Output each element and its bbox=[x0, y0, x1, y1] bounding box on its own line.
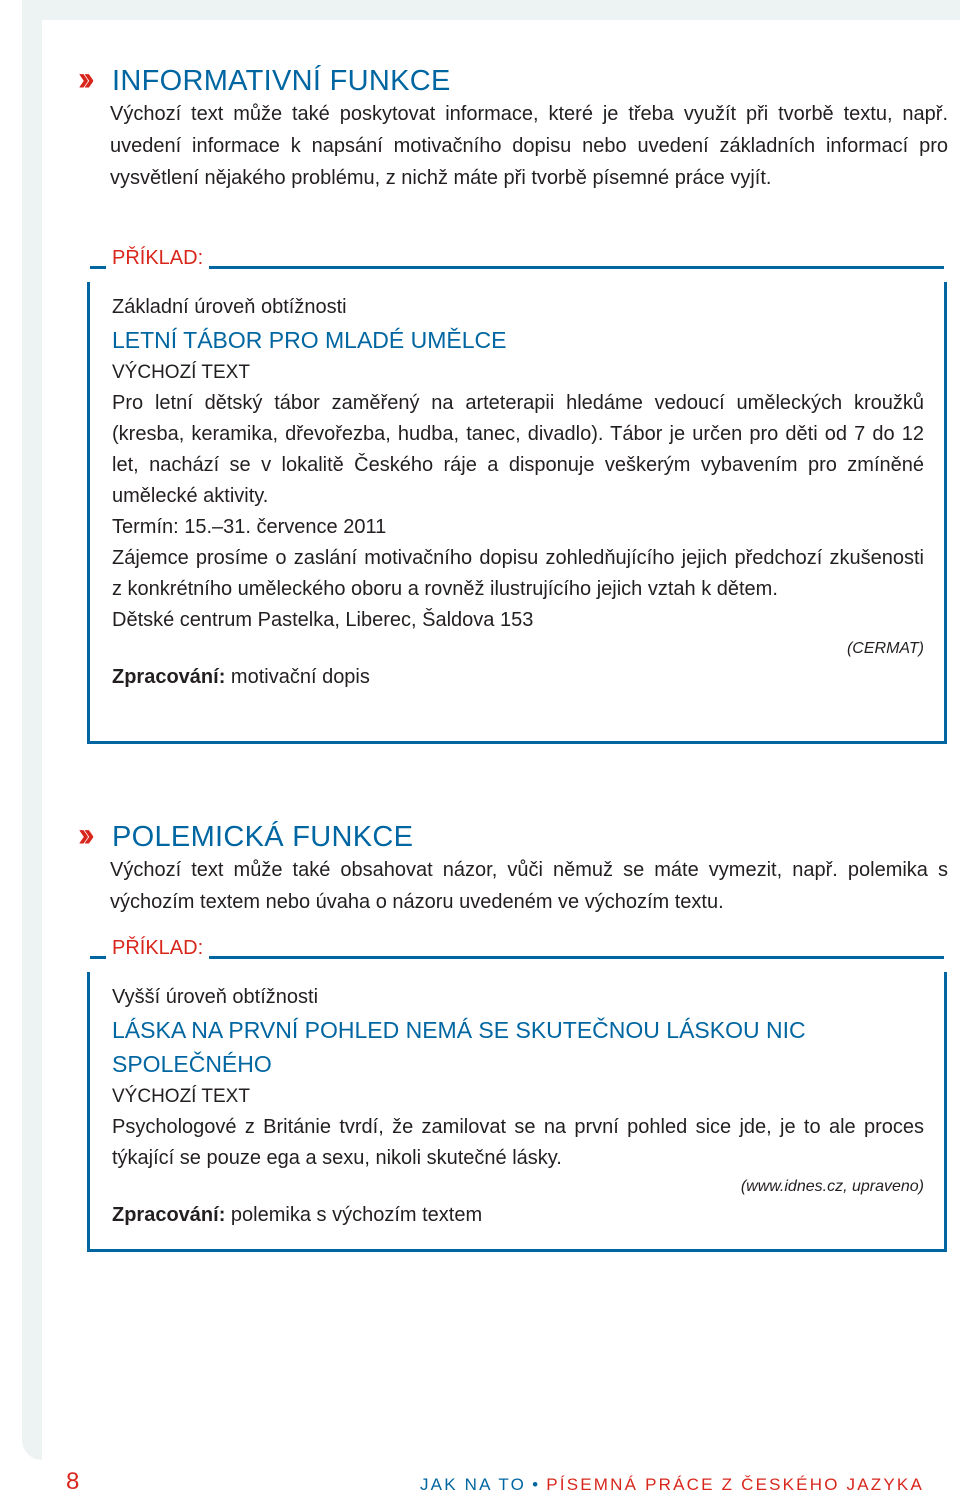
section-heading bbox=[78, 816, 948, 854]
section-text: Výchozí text může také poskytovat informace, které je třeba využít při tvorbě textu, např. uvedení informace k napsání motivačního dopisu nebo uvedení základních informací pro vysvětlení nějakého problému, z nichž máte při tvorbě písemné práce vyjít. bbox=[110, 103, 948, 189]
double-chevron-icon: ›› bbox=[78, 816, 89, 854]
citation: (www.idnes.cz, upraveno) bbox=[740, 1178, 924, 1195]
footer-separator: • bbox=[532, 1475, 541, 1494]
footer-book: PÍSEMNÁ PRÁCE Z ČESKÉHO JAZYKA bbox=[546, 1475, 924, 1494]
processing-label: Zpracování: bbox=[112, 666, 226, 688]
page-number: 8 bbox=[66, 1468, 80, 1495]
source-text: Psychologové z Británie tvrdí, že zamilovat se na první pohled sice jde, je to ale proces týkající se pouze ega a sexu, nikoli skutečné lásky. bbox=[112, 1116, 924, 1169]
divider bbox=[209, 266, 944, 269]
section-polemic bbox=[78, 816, 948, 918]
section-title: POLEMICKÁ FUNKCE bbox=[112, 820, 414, 853]
section-informative bbox=[78, 60, 948, 194]
double-chevron-icon: ›› bbox=[78, 60, 89, 98]
example-box bbox=[87, 936, 947, 1252]
divider bbox=[90, 956, 106, 959]
citation: (CERMAT) bbox=[846, 640, 924, 657]
address-line: Dětské centrum Pastelka, Liberec, Šaldova 153 bbox=[112, 609, 534, 631]
processing-value: polemika s výchozím textem bbox=[230, 1204, 483, 1226]
example-body bbox=[90, 972, 944, 1247]
example-label: PŘÍKLAD: bbox=[106, 248, 209, 268]
footer-series: JAK NA TO bbox=[419, 1475, 527, 1494]
section-heading bbox=[78, 60, 948, 98]
footer-title bbox=[420, 1476, 924, 1493]
source-text-2: Zájemce prosíme o zaslání motivačního dopisu zohledňujícího jejich předchozí zkušenosti z konkrétního uměleckého oboru a rovněž ilustrujícího jejich vztah k dětem. bbox=[112, 547, 924, 600]
page-frame-left bbox=[22, 0, 42, 1460]
example-body bbox=[90, 282, 944, 709]
example-title: LETNÍ TÁBOR PRO MLADÉ UMĚLCE bbox=[112, 327, 507, 353]
example-header bbox=[90, 936, 944, 959]
example-box bbox=[87, 246, 947, 744]
source-label: VÝCHOZÍ TEXT bbox=[112, 1086, 250, 1107]
processing-line bbox=[112, 1200, 924, 1231]
example-header bbox=[90, 246, 944, 269]
page-frame-top bbox=[22, 0, 960, 20]
source-label: VÝCHOZÍ TEXT bbox=[112, 362, 250, 383]
processing-line bbox=[112, 662, 924, 693]
difficulty-level: Základní úroveň obtížnosti bbox=[112, 296, 347, 318]
example-label: PŘÍKLAD: bbox=[106, 938, 209, 958]
section-text: Výchozí text může také obsahovat názor, vůči němuž se máte vymezit, např. polemika s výchozím textem nebo úvaha o názoru uvedeném ve výchozím textu. bbox=[110, 859, 948, 913]
example-title: LÁSKA NA PRVNÍ POHLED NEMÁ SE SKUTEČNOU LÁSKOU NIC SPOLEČNÉHO bbox=[112, 1017, 806, 1077]
source-text: Pro letní dětský tábor zaměřený na arteterapii hledáme vedoucí uměleckých kroužků (kresba, keramika, dřevořezba, hudba, tanec, divadlo). Tábor je určen pro děti od 7 do 12 let, nachází se v lokalitě Českého ráje a disponuje veškerým vybavením pro zmíněné umělecké aktivity. bbox=[112, 392, 924, 507]
processing-value: motivační dopis bbox=[230, 666, 370, 688]
processing-label: Zpracování: bbox=[112, 1204, 226, 1226]
section-title: INFORMATIVNÍ FUNKCE bbox=[112, 64, 451, 97]
divider bbox=[209, 956, 944, 959]
divider bbox=[90, 266, 106, 269]
term-line: Termín: 15.–31. července 2011 bbox=[112, 516, 387, 538]
difficulty-level: Vyšší úroveň obtížnosti bbox=[112, 986, 319, 1008]
